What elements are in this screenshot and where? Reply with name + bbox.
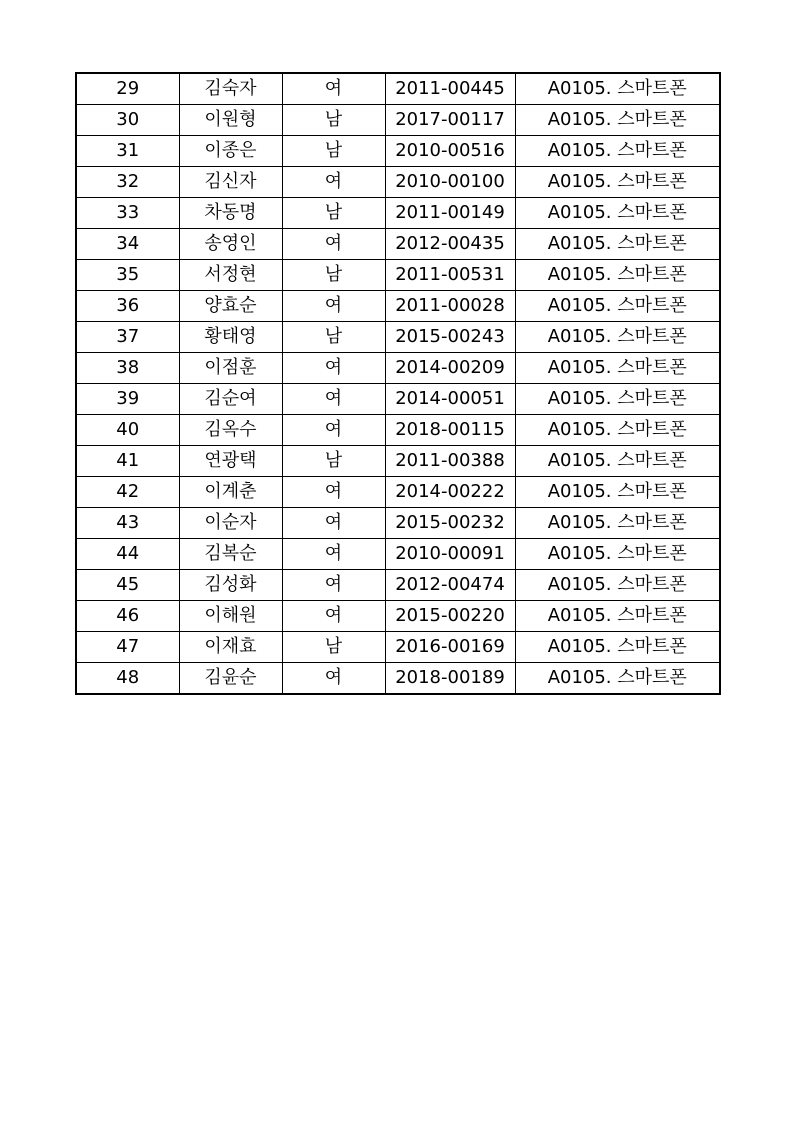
member-id-cell: 2012-00435 (385, 229, 515, 260)
row-number-cell: 41 (76, 446, 179, 477)
member-id-cell: 2014-00209 (385, 353, 515, 384)
table-row (76, 477, 720, 508)
row-number-cell: 40 (76, 415, 179, 446)
name-cell: 이원형 (179, 105, 282, 136)
name-cell: 김복순 (179, 539, 282, 570)
row-number-cell: 32 (76, 167, 179, 198)
gender-cell: 남 (282, 198, 385, 229)
roster-table (75, 72, 721, 695)
name-cell: 이순자 (179, 508, 282, 539)
gender-cell: 여 (282, 508, 385, 539)
row-number-cell: 36 (76, 291, 179, 322)
course-cell: A0105. 스마트폰 (515, 384, 720, 415)
member-id-cell: 2011-00388 (385, 446, 515, 477)
course-cell: A0105. 스마트폰 (515, 198, 720, 229)
gender-cell: 여 (282, 477, 385, 508)
member-id-cell: 2018-00189 (385, 663, 515, 695)
course-cell: A0105. 스마트폰 (515, 570, 720, 601)
row-number-cell: 33 (76, 198, 179, 229)
member-id-cell: 2010-00100 (385, 167, 515, 198)
table-row (76, 632, 720, 663)
name-cell: 이해원 (179, 601, 282, 632)
course-cell: A0105. 스마트폰 (515, 291, 720, 322)
member-id-cell: 2011-00445 (385, 73, 515, 105)
gender-cell: 여 (282, 570, 385, 601)
name-cell: 서정현 (179, 260, 282, 291)
course-cell: A0105. 스마트폰 (515, 508, 720, 539)
table-row (76, 260, 720, 291)
course-cell: A0105. 스마트폰 (515, 167, 720, 198)
name-cell: 양효순 (179, 291, 282, 322)
member-id-cell: 2012-00474 (385, 570, 515, 601)
course-cell: A0105. 스마트폰 (515, 353, 720, 384)
table-row (76, 384, 720, 415)
name-cell: 이점훈 (179, 353, 282, 384)
name-cell: 김옥수 (179, 415, 282, 446)
table-row (76, 167, 720, 198)
course-cell: A0105. 스마트폰 (515, 539, 720, 570)
gender-cell: 여 (282, 601, 385, 632)
name-cell: 이재효 (179, 632, 282, 663)
member-id-cell: 2016-00169 (385, 632, 515, 663)
table-row (76, 601, 720, 632)
name-cell: 김성화 (179, 570, 282, 601)
row-number-cell: 31 (76, 136, 179, 167)
course-cell: A0105. 스마트폰 (515, 415, 720, 446)
row-number-cell: 29 (76, 73, 179, 105)
table-row (76, 539, 720, 570)
name-cell: 송영인 (179, 229, 282, 260)
table-row (76, 508, 720, 539)
gender-cell: 여 (282, 539, 385, 570)
row-number-cell: 42 (76, 477, 179, 508)
table-row (76, 446, 720, 477)
table-row (76, 353, 720, 384)
row-number-cell: 48 (76, 663, 179, 695)
row-number-cell: 44 (76, 539, 179, 570)
row-number-cell: 46 (76, 601, 179, 632)
table-row (76, 198, 720, 229)
course-cell: A0105. 스마트폰 (515, 260, 720, 291)
table-row (76, 73, 720, 105)
gender-cell: 여 (282, 384, 385, 415)
member-id-cell: 2011-00028 (385, 291, 515, 322)
gender-cell: 남 (282, 322, 385, 353)
gender-cell: 남 (282, 632, 385, 663)
course-cell: A0105. 스마트폰 (515, 632, 720, 663)
row-number-cell: 34 (76, 229, 179, 260)
table-row (76, 663, 720, 695)
table-row (76, 136, 720, 167)
member-id-cell: 2015-00243 (385, 322, 515, 353)
row-number-cell: 38 (76, 353, 179, 384)
member-id-cell: 2010-00091 (385, 539, 515, 570)
member-id-cell: 2018-00115 (385, 415, 515, 446)
gender-cell: 여 (282, 229, 385, 260)
member-id-cell: 2010-00516 (385, 136, 515, 167)
member-id-cell: 2014-00222 (385, 477, 515, 508)
roster-table-body (76, 73, 720, 694)
course-cell: A0105. 스마트폰 (515, 73, 720, 105)
gender-cell: 남 (282, 260, 385, 291)
row-number-cell: 39 (76, 384, 179, 415)
name-cell: 차동명 (179, 198, 282, 229)
row-number-cell: 45 (76, 570, 179, 601)
row-number-cell: 37 (76, 322, 179, 353)
course-cell: A0105. 스마트폰 (515, 322, 720, 353)
table-row (76, 570, 720, 601)
row-number-cell: 30 (76, 105, 179, 136)
name-cell: 김숙자 (179, 73, 282, 105)
name-cell: 연광택 (179, 446, 282, 477)
name-cell: 이계춘 (179, 477, 282, 508)
table-row (76, 229, 720, 260)
gender-cell: 남 (282, 136, 385, 167)
name-cell: 황태영 (179, 322, 282, 353)
gender-cell: 남 (282, 446, 385, 477)
name-cell: 김신자 (179, 167, 282, 198)
table-row (76, 105, 720, 136)
gender-cell: 여 (282, 663, 385, 695)
row-number-cell: 47 (76, 632, 179, 663)
course-cell: A0105. 스마트폰 (515, 601, 720, 632)
name-cell: 김윤순 (179, 663, 282, 695)
name-cell: 김순여 (179, 384, 282, 415)
course-cell: A0105. 스마트폰 (515, 446, 720, 477)
gender-cell: 여 (282, 167, 385, 198)
table-row (76, 415, 720, 446)
member-id-cell: 2011-00149 (385, 198, 515, 229)
row-number-cell: 43 (76, 508, 179, 539)
course-cell: A0105. 스마트폰 (515, 229, 720, 260)
table-row (76, 291, 720, 322)
gender-cell: 여 (282, 415, 385, 446)
member-id-cell: 2017-00117 (385, 105, 515, 136)
gender-cell: 여 (282, 291, 385, 322)
row-number-cell: 35 (76, 260, 179, 291)
member-id-cell: 2015-00220 (385, 601, 515, 632)
gender-cell: 여 (282, 353, 385, 384)
table-row (76, 322, 720, 353)
course-cell: A0105. 스마트폰 (515, 105, 720, 136)
course-cell: A0105. 스마트폰 (515, 663, 720, 695)
name-cell: 이종은 (179, 136, 282, 167)
gender-cell: 여 (282, 73, 385, 105)
course-cell: A0105. 스마트폰 (515, 477, 720, 508)
member-id-cell: 2011-00531 (385, 260, 515, 291)
gender-cell: 남 (282, 105, 385, 136)
member-id-cell: 2014-00051 (385, 384, 515, 415)
member-id-cell: 2015-00232 (385, 508, 515, 539)
course-cell: A0105. 스마트폰 (515, 136, 720, 167)
